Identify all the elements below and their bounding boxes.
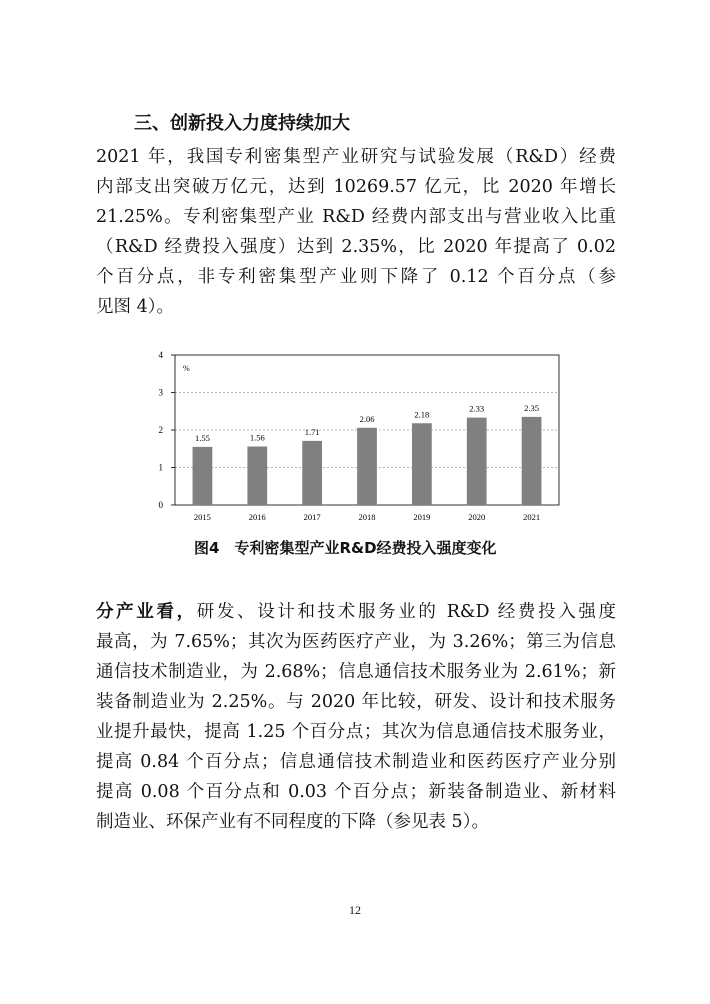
x-tick-label: 2019 <box>413 512 431 522</box>
paragraph-rd-spending <box>96 142 616 322</box>
y-tick-label: 4 <box>158 350 163 360</box>
paragraph-line: 内部支出突破万亿元，达到 10269.57 亿元，比 2020 年增长 <box>96 177 616 197</box>
unit-label: % <box>183 364 190 373</box>
x-tick-label: 2021 <box>523 512 541 522</box>
bar <box>412 423 432 505</box>
bar-value-label: 2.18 <box>414 409 430 420</box>
y-tick-label: 0 <box>158 500 163 510</box>
page-number: 12 <box>349 903 361 917</box>
bar <box>247 447 267 506</box>
bar-value-label: 1.71 <box>304 426 320 437</box>
bar <box>467 418 487 505</box>
paragraph-line: 见图 4）。 <box>96 297 174 317</box>
section-heading: 三、创新投入力度持续加大 <box>134 113 350 134</box>
bar-value-label: 1.56 <box>249 432 265 443</box>
paragraph-line: 个百分点，非专利密集型产业则下降了 0.12 个百分点（参 <box>96 267 616 287</box>
bar <box>357 428 377 505</box>
bar-value-label: 2.33 <box>469 403 485 414</box>
x-tick-label: 2020 <box>468 512 486 522</box>
bar <box>522 417 542 505</box>
y-tick-label: 1 <box>158 462 163 473</box>
paragraph-line-rest: 研发、设计和技术服务业的 R&D 经费投入强度 <box>196 602 616 622</box>
paragraph-line: 提高 0.08 个百分点和 0.03 个百分点；新装备制造业、新材料 <box>96 782 616 802</box>
paragraph-line: 最高，为 7.65%；其次为医药医疗产业，为 3.26%；第三为信息 <box>96 632 616 652</box>
paragraph-line: 提高 0.84 个百分点；信息通信技术制造业和医药医疗产业分别 <box>96 752 616 772</box>
paragraph-line: 通信技术制造业，为 2.68%；信息通信技术服务业为 2.61%；新 <box>96 662 616 682</box>
paragraph-line: 2021 年，我国专利密集型产业研究与试验发展（R&D）经费 <box>96 147 616 167</box>
x-tick-label: 2016 <box>248 512 266 522</box>
figure-caption: 图4 专利密集型产业R&D经费投入强度变化 <box>194 539 497 557</box>
paragraph-line: 制造业、环保产业有不同程度的下降（参见表 5）。 <box>96 812 489 832</box>
y-tick-label: 3 <box>158 387 163 398</box>
paragraph-by-industry <box>96 597 616 837</box>
paragraph-line: （R&D 经费投入强度）达到 2.35%，比 2020 年提高了 0.02 <box>96 237 616 257</box>
bar <box>193 447 213 505</box>
bar <box>302 441 322 505</box>
x-tick-label: 2018 <box>358 512 376 522</box>
paragraph-line: 装备制造业为 2.25%。与 2020 年比较，研发、设计和技术服务 <box>96 692 616 712</box>
paragraph-lead: 分产业看， <box>96 602 197 622</box>
bar-value-label: 2.06 <box>359 413 375 424</box>
bar-value-label: 2.35 <box>524 402 540 413</box>
bar-value-label: 1.55 <box>194 432 210 443</box>
paragraph-line: 21.25%。专利密集型产业 R&D 经费内部支出与营业收入比重 <box>96 207 616 227</box>
x-tick-label: 2017 <box>303 512 321 522</box>
x-tick-label: 2015 <box>193 512 211 522</box>
paragraph-line <box>96 597 616 627</box>
paragraph-line: 业提升最快，提高 1.25 个百分点；其次为信息通信技术服务业， <box>96 722 616 742</box>
rd-intensity-bar-chart <box>145 348 575 528</box>
y-tick-label: 2 <box>158 425 163 435</box>
